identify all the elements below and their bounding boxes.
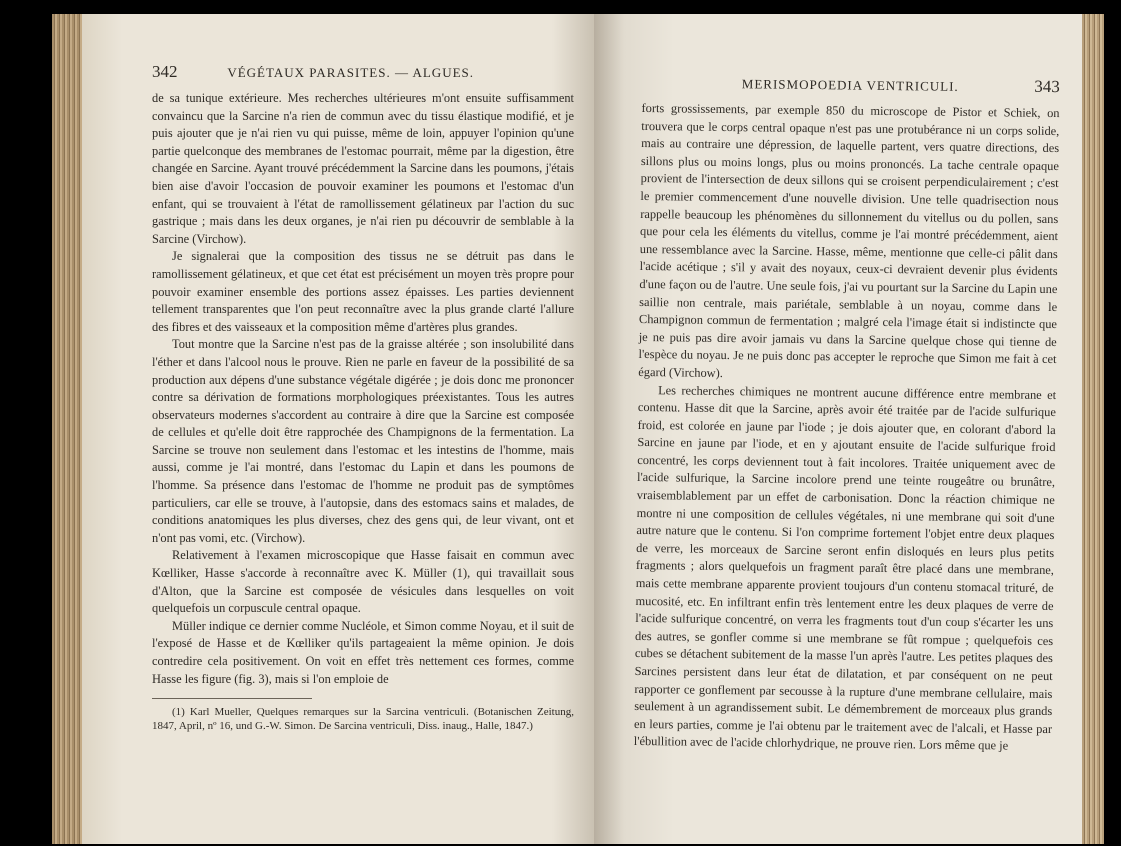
- right-page-number: 343: [1034, 76, 1060, 97]
- left-running-head: VÉGÉTAUX PARASITES. — ALGUES.: [227, 65, 474, 80]
- paragraph: forts grossissements, par exemple 850 du microscope de Pistor et Schiek, on trouvera que le corps central opaque n'est pas une protubérance ni un corps solide, mais au contraire une dépression, de laquelle partent, vers quatre directions, des sillons plus ou moins longs, plus ou moins prononcés. La tache centrale opaque provient de l'intersection de deux sillons qui se croisent perpendiculairement ; c'est le premier commencement d'une nouvelle division. Une telle quadrisection nous rappelle beaucoup les phénomènes du sillonnement du vitellus ou du pollen, sans que pour cela les éléments du vitellus, comme je l'ai montré précédemment, aient une ressemblance avec la Sarcine. Hasse, même, mentionne que celle-ci pâlit dans l'acide acétique ; s'il y avait des noyaux, ceux-ci devraient devenir plus évidents d'une façon ou de l'autre. Une seule fois, j'ai vu pourtant sur la Sarcine du Lapin une saillie non centrale, mais pariétale, semblable à un noyau, comme dans le Champignon commun de fermentation ; malgré cela l'image était si indistincte que je ne puis pas dire avoir jamais vu dans la Sarcine quelque chose qui tienne de l'espèce du noyau. Je ne puis donc pas accepter le reproche que Simon me fait à cet égard (Virchow).: [638, 100, 1060, 380]
- page-edges-left: [52, 14, 82, 844]
- open-book: [52, 14, 1104, 844]
- paragraph: Müller indique ce dernier comme Nucléole, et Simon comme Noyau, et il suit de l'exposé de Hasse et de Kœlliker qu'ils partageaient la même opinion. Je dois contredire cela positivement. On voit en effet très nettement ces formes, comme Hasse les figure (fig. 3), mais si l'on emploie de: [152, 618, 574, 686]
- paragraph: de sa tunique extérieure. Mes recherches ultérieures m'ont ensuite suffisamment convaincu que la Sarcine n'a rien de commun avec du tissu élastique modifié, et je puis ajouter que je n'ai rien vu qui puisse, même de loin, appuyer l'opinion qu'une partie quelconque des membranes de l'estomac pourrait, même par la digestion, être changée en Sarcine. Ayant trouvé précédemment la Sarcine dans les poumons, j'étais bien aise d'avoir l'occasion de pouvoir examiner les poumons et l'estomac d'un enfant, qui se trouvaient à l'état de ramollissement gélatineux par l'action du suc gastrique ; mais dans les deux organes, je n'ai rien pu découvrir de semblable à la Sarcine (Virchow).: [152, 91, 574, 246]
- paragraph: Les recherches chimiques ne montrent aucune différence entre membrane et contenu. Hasse dit que la Sarcine, après avoir été traitée par de l'acide sulfurique froid, est colorée en jaune par l'iode ; je dois ajouter que, en colorant d'abord la Sarcine en jaune par l'iode, et en y ajoutant ensuite de l'acide sulfurique froid concentré, les corps deviennent tout à fait incolores. Traitée uniquement avec de l'acide sulfurique, la Sarcine incolore prend une teinte rougeâtre ou brunâtre, vraisemblablement par un effet de carbonisation. Donc la réaction chimique ne montre ni une composition de cellules végétales, ni une membrane qui soit d'une autre nature que le contenu. Si l'on comprime fortement l'objet entre deux plaques de verre, les morceaux de Sarcine seront enfin disloqués en leurs plus petits fragments ; alors quelquefois un fragment paraît être placé dans une membrane, mais cette membrane apparente provient toujours d'un contenu stomacal trituré, de mucosité, etc. En infiltrant enfin très lentement entre les deux plaques de verre de l'acide sulfurique concentré, on verra les fragments tout d'un coup s'écarter les uns des autres, se gonfler comme si une membrane se fût rompue ; quelquefois ces cubes se détachent subitement de la masse l'un après l'autre. Les petites plaques des Sarcines persistent dans leur état de dilatation, et par conséquent on ne peut rapporter ce gonflement par secousse à la rupture d'une membrane cellulaire, mais seulement à un agrandissement subit. Le démembrement de morceaux plus grands en leurs parties, comme je l'ai obtenu par le traitement avec de l'alcali, et Hasse par l'ébullition avec de l'acide chlorhydrique, ne prouve rien. Lors même que je: [633, 382, 1057, 753]
- left-page-number: 342: [152, 62, 178, 81]
- page-edges-right: [1082, 14, 1104, 844]
- paragraph: Relativement à l'examen microscopique que Hasse faisait en commun avec Kœlliker, Hasse s'accorde à reconnaître avec K. Müller (1), qui travaillait sous d'Alton, que la Sarcine est composée de vésicules dans lesquelles on voit quelquefois un corpuscule central opaque.: [152, 548, 574, 616]
- paragraph: Je signalerai que la composition des tissus ne se détruit pas dans le ramollissement gélatineux, et que cet état est précisément un moyen très propre pour pouvoir examiner ensemble des portions assez épaisses. Les parties deviennent tellement transparentes que l'on peut reconnaître avec la plus grande clarté l'allure des fibres et des vaisseaux et la composition même d'artères plus grandes.: [152, 249, 574, 334]
- right-running-head: MERISMOPOEDIA VENTRICULI.: [741, 76, 959, 94]
- right-page-body: [634, 100, 1060, 756]
- footnote-separator: [152, 698, 312, 699]
- left-page: [82, 14, 594, 844]
- right-page: [594, 14, 1082, 844]
- footnote: (1) Karl Mueller, Quelques remarques sur la Sarcina ventriculi. (Botanischen Zeitung, 1847, April, nº 16, und G.-W. Simon. De Sarcina ventriculi, Diss. inaug., Halle, 1847.): [152, 706, 574, 733]
- left-page-header: [152, 62, 574, 82]
- paragraph: Tout montre que la Sarcine n'est pas de la graisse altérée ; son insolubilité dans l'éther et dans l'alcool nous le prouve. Rien ne parle en faveur de la possibilité de sa production aux dépens d'une substance végétale digérée ; je dois donc me prononcer contre sa dérivation de formations morphologiques préexistantes. Tous les autres observateurs modernes s'accordent au contraire à dire que la Sarcine est composée de cellules et qu'elle doit être rapprochée des Champignons de la fermentation. La Sarcine se trouve non seulement dans l'estomac et les intestins de l'homme, mais aussi, comme je l'ai montré, dans l'estomac du Lapin et dans les poumons de l'homme. Sa présence dans l'estomac de l'homme ne produit pas de symptômes particuliers, car elle se trouve, à l'autopsie, dans des estomacs sains et malades, de conditions anatomiques les plus diverses, chez des gens qui, de leur vivant, ont et n'ont pas vomi, etc. (Virchow).: [152, 337, 574, 545]
- right-page-header: [642, 72, 1060, 97]
- left-page-body: [152, 90, 574, 688]
